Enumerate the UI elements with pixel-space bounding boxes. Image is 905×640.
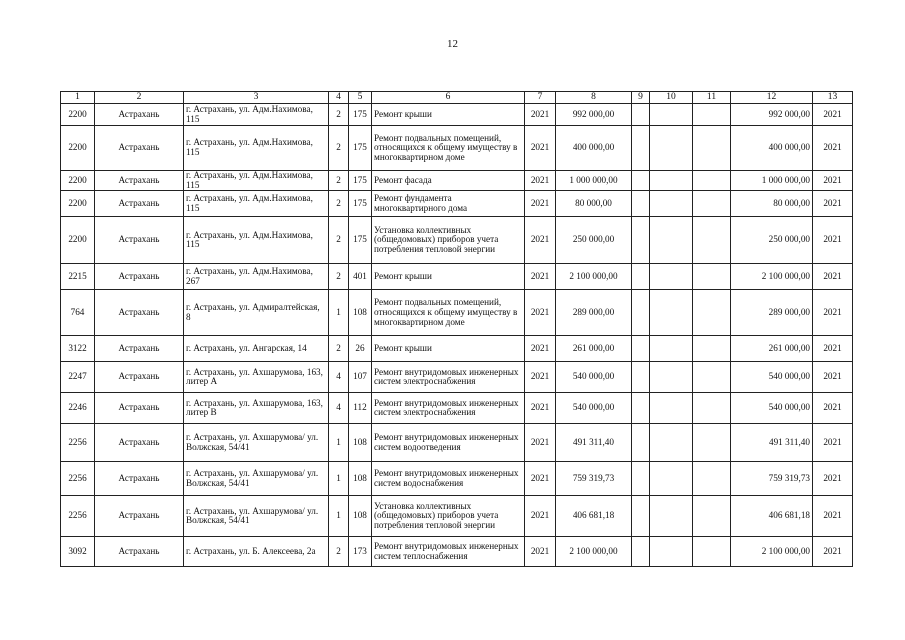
cell-col-9 [632,424,650,462]
cell-col-3: г. Астрахань, ул. Адм.Нахимова, 267 [184,264,329,290]
column-number-7: 7 [525,92,556,104]
column-number-11: 11 [693,92,731,104]
cell-col-13: 2021 [813,264,853,290]
cell-col-6: Ремонт внутридомовых инженерных систем электроснабжения [372,393,525,424]
table-row [61,171,853,191]
cell-col-8: 540 000,00 [556,393,632,424]
cell-col-13: 2021 [813,191,853,217]
cell-col-3: г. Астрахань, ул. Ахшарумова, 163, литер А [184,362,329,393]
cell-col-9 [632,462,650,496]
cell-col-12: 80 000,00 [731,191,813,217]
cell-col-9 [632,336,650,362]
cell-col-3: г. Астрахань, ул. Адмиралтейская, 8 [184,290,329,336]
cell-col-4: 2 [329,171,349,191]
cell-col-8: 250 000,00 [556,217,632,264]
cell-col-1: 2256 [61,462,95,496]
cell-col-1: 2247 [61,362,95,393]
cell-col-6: Ремонт подвальных помещений, относящихся к общему имуществу в многоквартирном доме [372,290,525,336]
table-body [61,92,853,567]
cell-col-7: 2021 [525,104,556,126]
cell-col-5: 108 [349,462,372,496]
cell-col-11 [693,264,731,290]
cell-col-3: г. Астрахань, ул. Ахшарумова/ ул. Волжская, 54/41 [184,424,329,462]
cell-col-4: 1 [329,496,349,537]
table-row [61,104,853,126]
cell-col-7: 2021 [525,362,556,393]
cell-col-2: Астрахань [95,496,184,537]
cell-col-6: Ремонт подвальных помещений, относящихся к общему имуществу в многоквартирном доме [372,126,525,171]
cell-col-10 [650,104,693,126]
cell-col-7: 2021 [525,424,556,462]
cell-col-8: 2 100 000,00 [556,264,632,290]
cell-col-6: Ремонт фундамента многоквартирного дома [372,191,525,217]
cell-col-3: г. Астрахань, ул. Ахшарумова/ ул. Волжская, 54/41 [184,462,329,496]
cell-col-12: 261 000,00 [731,336,813,362]
cell-col-1: 2200 [61,217,95,264]
column-number-13: 13 [813,92,853,104]
cell-col-11 [693,393,731,424]
cell-col-6: Ремонт внутридомовых инженерных систем водоснабжения [372,462,525,496]
cell-col-9 [632,171,650,191]
cell-col-6: Ремонт крыши [372,336,525,362]
cell-col-13: 2021 [813,217,853,264]
table-row [61,393,853,424]
cell-col-8: 1 000 000,00 [556,171,632,191]
cell-col-10 [650,496,693,537]
cell-col-13: 2021 [813,171,853,191]
cell-col-9 [632,537,650,567]
cell-col-6: Ремонт внутридомовых инженерных систем водоотведения [372,424,525,462]
cell-col-8: 759 319,73 [556,462,632,496]
cell-col-4: 4 [329,362,349,393]
cell-col-12: 289 000,00 [731,290,813,336]
cell-col-13: 2021 [813,462,853,496]
cell-col-1: 3092 [61,537,95,567]
table-row [61,336,853,362]
cell-col-12: 992 000,00 [731,104,813,126]
cell-col-9 [632,393,650,424]
cell-col-5: 175 [349,191,372,217]
cell-col-11 [693,217,731,264]
cell-col-7: 2021 [525,393,556,424]
cell-col-10 [650,290,693,336]
cell-col-5: 112 [349,393,372,424]
cell-col-4: 1 [329,290,349,336]
cell-col-13: 2021 [813,393,853,424]
cell-col-7: 2021 [525,336,556,362]
column-number-3: 3 [184,92,329,104]
cell-col-13: 2021 [813,424,853,462]
table-row [61,424,853,462]
cell-col-12: 759 319,73 [731,462,813,496]
cell-col-10 [650,171,693,191]
column-number-8: 8 [556,92,632,104]
cell-col-4: 2 [329,191,349,217]
cell-col-10 [650,424,693,462]
cell-col-11 [693,191,731,217]
cell-col-10 [650,362,693,393]
cell-col-8: 992 000,00 [556,104,632,126]
cell-col-7: 2021 [525,537,556,567]
column-number-2: 2 [95,92,184,104]
cell-col-10 [650,336,693,362]
column-number-4: 4 [329,92,349,104]
column-number-5: 5 [349,92,372,104]
cell-col-2: Астрахань [95,537,184,567]
cell-col-13: 2021 [813,126,853,171]
capital-repair-table [60,91,853,567]
table-row [61,191,853,217]
cell-col-2: Астрахань [95,462,184,496]
cell-col-8: 400 000,00 [556,126,632,171]
cell-col-5: 175 [349,126,372,171]
column-number-row [61,92,853,104]
cell-col-1: 2256 [61,496,95,537]
cell-col-12: 491 311,40 [731,424,813,462]
cell-col-10 [650,126,693,171]
cell-col-9 [632,191,650,217]
cell-col-10 [650,462,693,496]
cell-col-7: 2021 [525,126,556,171]
cell-col-3: г. Астрахань, ул. Ангарская, 14 [184,336,329,362]
cell-col-5: 107 [349,362,372,393]
cell-col-7: 2021 [525,191,556,217]
cell-col-8: 80 000,00 [556,191,632,217]
cell-col-13: 2021 [813,537,853,567]
cell-col-10 [650,537,693,567]
cell-col-11 [693,496,731,537]
cell-col-1: 2200 [61,126,95,171]
cell-col-2: Астрахань [95,217,184,264]
table-row [61,496,853,537]
cell-col-7: 2021 [525,496,556,537]
cell-col-11 [693,104,731,126]
cell-col-12: 540 000,00 [731,362,813,393]
column-number-10: 10 [650,92,693,104]
cell-col-10 [650,393,693,424]
cell-col-11 [693,362,731,393]
cell-col-3: г. Астрахань, ул. Адм.Нахимова, 115 [184,191,329,217]
cell-col-13: 2021 [813,336,853,362]
cell-col-6: Ремонт крыши [372,264,525,290]
cell-col-12: 400 000,00 [731,126,813,171]
cell-col-4: 2 [329,264,349,290]
cell-col-8: 261 000,00 [556,336,632,362]
cell-col-2: Астрахань [95,191,184,217]
cell-col-4: 2 [329,336,349,362]
cell-col-12: 406 681,18 [731,496,813,537]
cell-col-1: 2200 [61,104,95,126]
cell-col-6: Ремонт внутридомовых инженерных систем теплоснабжения [372,537,525,567]
cell-col-1: 764 [61,290,95,336]
cell-col-9 [632,264,650,290]
cell-col-11 [693,290,731,336]
table-row [61,264,853,290]
cell-col-2: Астрахань [95,126,184,171]
cell-col-3: г. Астрахань, ул. Адм.Нахимова, 115 [184,104,329,126]
cell-col-12: 1 000 000,00 [731,171,813,191]
cell-col-8: 491 311,40 [556,424,632,462]
cell-col-7: 2021 [525,264,556,290]
cell-col-5: 175 [349,217,372,264]
column-number-9: 9 [632,92,650,104]
cell-col-2: Астрахань [95,362,184,393]
cell-col-1: 2246 [61,393,95,424]
cell-col-6: Установка коллективных (общедомовых) приборов учета потребления тепловой энергии [372,496,525,537]
cell-col-10 [650,264,693,290]
cell-col-2: Астрахань [95,171,184,191]
cell-col-11 [693,537,731,567]
cell-col-10 [650,217,693,264]
cell-col-8: 289 000,00 [556,290,632,336]
cell-col-5: 175 [349,171,372,191]
table-row [61,290,853,336]
cell-col-9 [632,126,650,171]
cell-col-1: 2215 [61,264,95,290]
cell-col-5: 401 [349,264,372,290]
cell-col-4: 2 [329,126,349,171]
cell-col-3: г. Астрахань, ул. Адм.Нахимова, 115 [184,171,329,191]
cell-col-6: Ремонт крыши [372,104,525,126]
cell-col-11 [693,336,731,362]
cell-col-4: 1 [329,462,349,496]
table-row [61,462,853,496]
column-number-6: 6 [372,92,525,104]
cell-col-13: 2021 [813,496,853,537]
cell-col-9 [632,290,650,336]
cell-col-5: 173 [349,537,372,567]
cell-col-11 [693,424,731,462]
cell-col-3: г. Астрахань, ул. Ахшарумова/ ул. Волжская, 54/41 [184,496,329,537]
cell-col-3: г. Астрахань, ул. Б. Алексеева, 2а [184,537,329,567]
cell-col-11 [693,171,731,191]
cell-col-1: 3122 [61,336,95,362]
cell-col-8: 406 681,18 [556,496,632,537]
cell-col-5: 26 [349,336,372,362]
cell-col-3: г. Астрахань, ул. Ахшарумова, 163, литер В [184,393,329,424]
cell-col-2: Астрахань [95,264,184,290]
cell-col-8: 2 100 000,00 [556,537,632,567]
cell-col-4: 2 [329,217,349,264]
page-number: 12 [447,38,458,50]
cell-col-7: 2021 [525,290,556,336]
cell-col-2: Астрахань [95,393,184,424]
cell-col-4: 1 [329,424,349,462]
cell-col-6: Установка коллективных (общедомовых) приборов учета потребления тепловой энергии [372,217,525,264]
column-number-1: 1 [61,92,95,104]
cell-col-4: 2 [329,104,349,126]
cell-col-12: 540 000,00 [731,393,813,424]
cell-col-9 [632,217,650,264]
cell-col-2: Астрахань [95,290,184,336]
table-row [61,362,853,393]
cell-col-2: Астрахань [95,104,184,126]
cell-col-13: 2021 [813,362,853,393]
cell-col-5: 108 [349,290,372,336]
cell-col-11 [693,126,731,171]
cell-col-2: Астрахань [95,336,184,362]
cell-col-6: Ремонт фасада [372,171,525,191]
cell-col-5: 175 [349,104,372,126]
cell-col-1: 2200 [61,171,95,191]
cell-col-12: 250 000,00 [731,217,813,264]
cell-col-7: 2021 [525,171,556,191]
cell-col-2: Астрахань [95,424,184,462]
cell-col-9 [632,496,650,537]
cell-col-12: 2 100 000,00 [731,537,813,567]
cell-col-9 [632,362,650,393]
cell-col-4: 2 [329,537,349,567]
cell-col-1: 2256 [61,424,95,462]
cell-col-6: Ремонт внутридомовых инженерных систем электроснабжения [372,362,525,393]
cell-col-3: г. Астрахань, ул. Адм.Нахимова, 115 [184,217,329,264]
cell-col-7: 2021 [525,462,556,496]
table-row [61,126,853,171]
cell-col-7: 2021 [525,217,556,264]
cell-col-13: 2021 [813,104,853,126]
table-row [61,537,853,567]
cell-col-8: 540 000,00 [556,362,632,393]
cell-col-10 [650,191,693,217]
cell-col-1: 2200 [61,191,95,217]
cell-col-13: 2021 [813,290,853,336]
cell-col-3: г. Астрахань, ул. Адм.Нахимова, 115 [184,126,329,171]
cell-col-4: 4 [329,393,349,424]
table-row [61,217,853,264]
cell-col-11 [693,462,731,496]
cell-col-5: 108 [349,496,372,537]
column-number-12: 12 [731,92,813,104]
cell-col-9 [632,104,650,126]
cell-col-12: 2 100 000,00 [731,264,813,290]
cell-col-5: 108 [349,424,372,462]
